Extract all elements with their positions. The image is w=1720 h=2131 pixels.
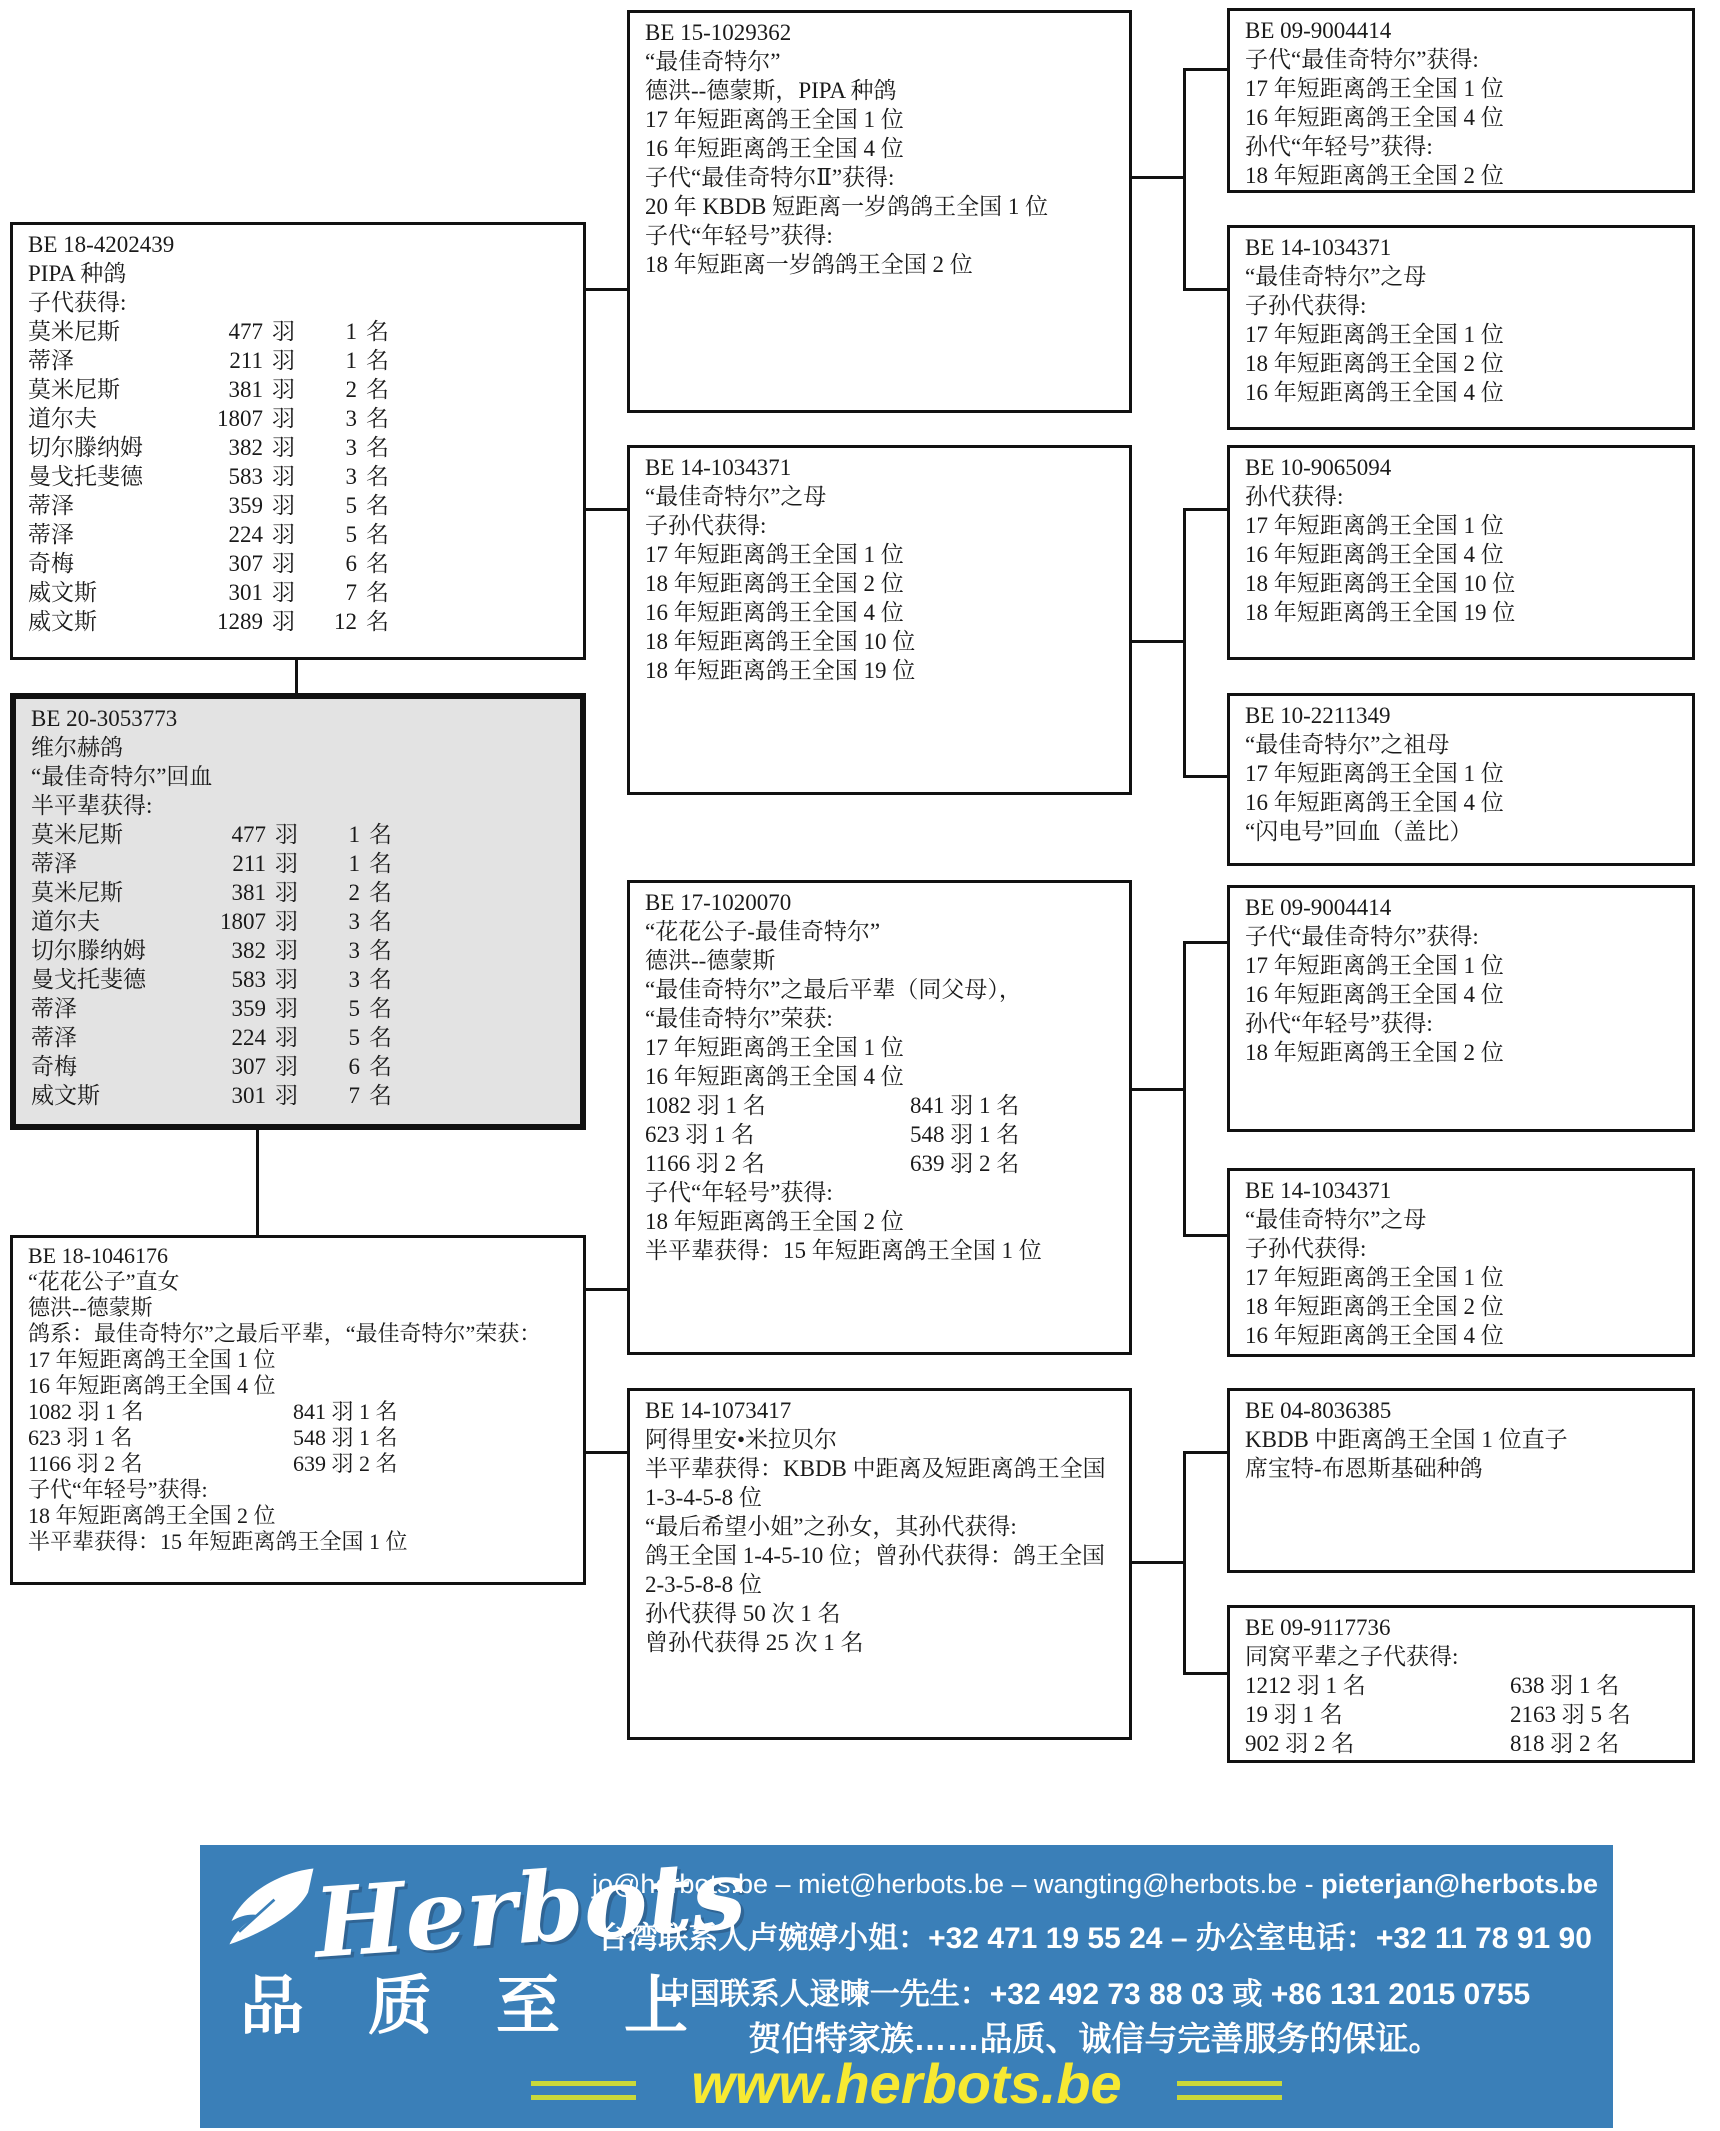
box-line: 17 年短距离鸽王全国 1 位 [1245, 761, 1504, 786]
pedigree-box-sire-dam [627, 445, 1132, 795]
box-line: “最佳奇特尔”之母 [1245, 264, 1427, 289]
connector-line [1183, 68, 1186, 291]
box-line-part: 蒂泽 [31, 1025, 77, 1050]
box-line-part: 1289 [217, 609, 263, 634]
pedigree-box-dam [10, 1235, 586, 1585]
herbots-banner [200, 1837, 1613, 2128]
box-line [645, 1091, 1121, 1120]
box-line: BE 10-9065094 [1245, 455, 1392, 480]
box-line: 17 年短距离鸽王全国 1 位 [28, 1347, 276, 1372]
box-line-part: 1 [348, 822, 360, 847]
box-line: 孙代“年轻号”获得: [1245, 1011, 1433, 1036]
box-line-part: 莫米尼斯 [31, 880, 123, 905]
box-line-part: 382 [228, 435, 263, 460]
box-line: 18 年短距离鸽王全国 2 位 [28, 1503, 276, 1528]
box-line-part: 羽 [275, 1025, 298, 1050]
box-line-part: 切尔滕纳姆 [31, 938, 146, 963]
box-line: 维尔赫鸽 [31, 735, 123, 760]
box-line-part: 3 [345, 406, 357, 431]
box-line-part: 道尔夫 [28, 406, 97, 431]
box-line-part: 奇梅 [28, 551, 74, 576]
box-line [28, 578, 575, 607]
box-line: “最佳奇特尔”之祖母 [1245, 732, 1450, 757]
box-line: 16 年短距离鸽王全国 4 位 [1245, 982, 1504, 1007]
box-line-part: 名 [366, 580, 389, 605]
box-line: 半平辈获得: [31, 793, 153, 818]
box-line-part: 1166 羽 2 名 [645, 1151, 765, 1176]
box-line: BE 10-2211349 [1245, 703, 1391, 728]
box-line: 子代“年轻号”获得: [28, 1477, 208, 1502]
box-line: 子代获得: [28, 290, 127, 315]
box-line: 16 年短距离鸽王全国 4 位 [645, 1064, 904, 1089]
box-line-part: 羽 [275, 909, 298, 934]
box-line-part: 638 羽 1 名 [1510, 1673, 1620, 1698]
box-line: BE 14-1034371 [645, 455, 792, 480]
connector-line [586, 508, 627, 511]
pedigree-box-dam-dam [627, 1388, 1132, 1740]
box-line: 半平辈获得：15 年短距离鸽王全国 1 位 [645, 1238, 1042, 1263]
box-line-part: 2 [345, 377, 357, 402]
box-line-part: 羽 [272, 348, 295, 373]
box-line: 17 年短距离鸽王全国 1 位 [1245, 76, 1504, 101]
box-line-part: 381 [228, 377, 263, 402]
box-line-part: 307 [228, 551, 263, 576]
box-line-part: 蒂泽 [31, 996, 77, 1021]
box-line: BE 18-1046176 [28, 1243, 168, 1268]
box-line-part: 切尔滕纳姆 [28, 435, 143, 460]
pedigree-box-dam-sire [627, 880, 1132, 1355]
box-line: 17 年短距离鸽王全国 1 位 [1245, 953, 1504, 978]
box-line-part: 莫米尼斯 [31, 822, 123, 847]
box-line: BE 14-1034371 [1245, 235, 1392, 260]
box-line-part: 301 [228, 580, 263, 605]
box-line-part: 名 [369, 938, 392, 963]
connector-line [586, 1288, 627, 1291]
box-line: 子孙代获得: [645, 513, 767, 538]
box-line-part: 211 [229, 348, 263, 373]
box-line: “最后希望小姐”之孙女，其孙代获得: [645, 1514, 1017, 1539]
contact-line-taiwan: 台湾联系人卢婉婷小姐：+32 471 19 55 24 – 办公室电话：+32 11 78 91 90 [598, 1922, 1592, 1955]
box-line-part: 羽 [272, 377, 295, 402]
box-line: 德洪--德蒙斯 [645, 948, 776, 973]
box-line [28, 1425, 575, 1451]
box-line: 16 年短距离鸽王全国 4 位 [1245, 790, 1504, 815]
box-line-part: 羽 [275, 938, 298, 963]
box-line [28, 346, 575, 375]
box-line-part: 名 [369, 996, 392, 1021]
box-line-part: 307 [231, 1054, 266, 1079]
box-line-part: 名 [366, 464, 389, 489]
box-line: BE 09-9004414 [1245, 895, 1392, 920]
logo-subtitle: 品质至上 [240, 1970, 752, 2042]
box-line: 孙代“年轻号”获得: [1245, 134, 1433, 159]
box-line: 18 年短距离鸽王全国 2 位 [1245, 351, 1504, 376]
box-line-part: 1807 [217, 406, 263, 431]
box-line-part: 1807 [220, 909, 266, 934]
box-line-part: 名 [369, 822, 392, 847]
box-line-part: 359 [231, 996, 266, 1021]
box-line-part: 3 [345, 435, 357, 460]
decorative-line-right [1177, 2081, 1282, 2100]
box-line-part: 威文斯 [28, 580, 97, 605]
connector-line [1132, 1088, 1185, 1091]
box-line: 德洪--德蒙斯 [28, 1295, 153, 1320]
connector-line [1186, 68, 1227, 71]
box-line [31, 907, 572, 936]
box-line-part: 3 [348, 909, 360, 934]
box-line-part: 名 [366, 319, 389, 344]
box-line-part: 名 [369, 851, 392, 876]
box-line-part: 羽 [275, 996, 298, 1021]
box-line: 16 年短距离鸽王全国 4 位 [28, 1373, 276, 1398]
box-line: 17 年短距离鸽王全国 1 位 [645, 542, 904, 567]
box-line: BE 09-9004414 [1245, 18, 1392, 43]
box-line: “最佳奇特尔”之母 [1245, 1207, 1427, 1232]
email-list[interactable]: jo@herbots.be – miet@herbots.be – wangting@herbots.be - [591, 1869, 1322, 1899]
box-line: 18 年短距离鸽王全国 2 位 [645, 1209, 904, 1234]
box-line-part: 301 [231, 1083, 266, 1108]
box-line: 18 年短距离一岁鸽鸽王全国 2 位 [645, 252, 973, 277]
box-line: BE 14-1073417 [645, 1398, 792, 1423]
box-line: BE 14-1034371 [1245, 1178, 1392, 1203]
connector-line [1186, 288, 1227, 291]
box-line: “闪电号”回血（盖比） [1245, 819, 1473, 844]
pedigree-box-ggp-2 [1227, 225, 1695, 430]
box-line-part: 名 [366, 348, 389, 373]
connector-line [1186, 775, 1227, 778]
pedigree-box-sire [10, 222, 586, 660]
box-line [28, 549, 575, 578]
box-line-part: 583 [228, 464, 263, 489]
pedigree-box-ggp-6 [1227, 1168, 1695, 1357]
box-line-part: 羽 [272, 580, 295, 605]
box-line [28, 1399, 575, 1425]
box-line: 鸽王全国 1-4-5-10 位；曾孙代获得：鸽王全国 2-3-5-8-8 位 [645, 1543, 1105, 1597]
box-line [28, 404, 575, 433]
box-line-part: 211 [232, 851, 266, 876]
box-line-part: 1082 羽 1 名 [645, 1093, 766, 1118]
box-line [31, 849, 572, 878]
box-line-part: 名 [369, 880, 392, 905]
connector-line [1183, 941, 1186, 1237]
box-line: BE 09-9117736 [1245, 1615, 1391, 1640]
box-line: PIPA 种鸽 [28, 261, 127, 286]
box-line: 子孙代获得: [1245, 293, 1367, 318]
box-line-part: 蒂泽 [31, 851, 77, 876]
box-line: 德洪--德蒙斯，PIPA 种鸽 [645, 78, 897, 103]
email-pieterjan[interactable]: pieterjan@herbots.be [1321, 1869, 1599, 1899]
box-line-part: 威文斯 [28, 609, 97, 634]
box-line: 子孙代获得: [1245, 1236, 1367, 1261]
box-line: 18 年短距离鸽王全国 10 位 [1245, 571, 1516, 596]
box-line-part: 5 [345, 493, 357, 518]
box-line-part: 羽 [272, 493, 295, 518]
box-line: 孙代获得 50 次 1 名 [645, 1601, 841, 1626]
box-line-part: 2 [348, 880, 360, 905]
box-line-part: 羽 [275, 1083, 298, 1108]
box-line-part: 639 羽 2 名 [910, 1151, 1020, 1176]
box-line-part: 羽 [275, 822, 298, 847]
box-line: 子代“年轻号”获得: [645, 223, 833, 248]
box-line-part: 羽 [272, 406, 295, 431]
box-line [31, 1023, 572, 1052]
box-line-part: 名 [366, 551, 389, 576]
box-line: 16 年短距离鸽王全国 4 位 [645, 136, 904, 161]
box-line-part: 蒂泽 [28, 493, 74, 518]
connector-line [1183, 508, 1186, 778]
box-line: 18 年短距离鸽王全国 19 位 [1245, 600, 1516, 625]
box-line-part: 羽 [272, 464, 295, 489]
box-line-part: 蒂泽 [28, 522, 74, 547]
box-line: BE 17-1020070 [645, 890, 792, 915]
box-line-part: 蒂泽 [28, 348, 74, 373]
box-line-part: 841 羽 1 名 [293, 1399, 398, 1424]
box-line: “最佳奇特尔”之母 [645, 484, 827, 509]
box-line: 17 年短距离鸽王全国 1 位 [645, 107, 904, 132]
box-line-part: 羽 [275, 880, 298, 905]
box-line: 曾孙代获得 25 次 1 名 [645, 1630, 864, 1655]
box-line-part: 5 [345, 522, 357, 547]
box-line-part: 3 [348, 967, 360, 992]
box-line-part: 1166 羽 2 名 [28, 1451, 143, 1476]
box-line-part: 623 羽 1 名 [645, 1122, 755, 1147]
box-line: KBDB 中距离鸽王全国 1 位直子 [1245, 1427, 1568, 1452]
pedigree-box-ggp-3 [1227, 445, 1695, 660]
pedigree-box-ggp-1 [1227, 8, 1695, 193]
connector-line [1186, 1672, 1227, 1675]
box-line-part: 曼戈托斐德 [31, 967, 146, 992]
box-line [1245, 1700, 1684, 1729]
box-line [31, 878, 572, 907]
box-line: 16 年短距离鸽王全国 4 位 [1245, 380, 1504, 405]
box-line: BE 18-4202439 [28, 232, 175, 257]
box-line-part: 1082 羽 1 名 [28, 1399, 144, 1424]
box-line: 18 年短距离鸽王全国 2 位 [1245, 1294, 1504, 1319]
box-line: “最佳奇特尔”之最后平辈（同父母）， [645, 977, 1022, 1002]
box-line: 16 年短距离鸽王全国 4 位 [1245, 105, 1504, 130]
box-line-part: 名 [366, 377, 389, 402]
connector-line [586, 1451, 627, 1454]
email-line[interactable] [560, 1869, 1630, 1900]
box-line [1245, 1729, 1684, 1758]
box-line-part: 7 [348, 1083, 360, 1108]
box-line: “花花公子-最佳奇特尔” [645, 919, 881, 944]
box-line: 子代“最佳奇特尔”获得: [1245, 47, 1479, 72]
website-url[interactable]: www.herbots.be [691, 2052, 1122, 2115]
box-line-part: 道尔夫 [31, 909, 100, 934]
box-line: 阿得里安•米拉贝尔 [645, 1427, 838, 1452]
connector-line [256, 1130, 259, 1235]
box-line-part: 583 [231, 967, 266, 992]
box-line: 18 年短距离鸽王全国 2 位 [1245, 163, 1504, 188]
box-line [31, 965, 572, 994]
connector-line [586, 288, 627, 291]
box-line [645, 1120, 1121, 1149]
pedigree-box-ggp-8 [1227, 1605, 1695, 1763]
connector-line [1132, 1561, 1185, 1564]
box-line: 子代“最佳奇特尔”获得: [1245, 924, 1479, 949]
box-line-part: 名 [366, 493, 389, 518]
contact-block [560, 1869, 1630, 2025]
connector-line [1132, 640, 1185, 643]
box-line: 18 年短距离鸽王全国 2 位 [645, 571, 904, 596]
box-line: 17 年短距离鸽王全国 1 位 [645, 1035, 904, 1060]
connector-line [295, 660, 298, 693]
box-line-part: 2163 羽 5 名 [1510, 1702, 1631, 1727]
box-line-part: 3 [348, 938, 360, 963]
box-line: 17 年短距离鸽王全国 1 位 [1245, 1265, 1504, 1290]
box-line [31, 936, 572, 965]
box-line [28, 607, 575, 636]
box-line-part: 224 [228, 522, 263, 547]
box-line-part: 3 [345, 464, 357, 489]
decorative-line-left [531, 2081, 636, 2100]
box-line [31, 820, 572, 849]
box-line-part: 羽 [275, 967, 298, 992]
box-line-part: 548 羽 1 名 [293, 1425, 398, 1450]
box-line-part: 5 [348, 1025, 360, 1050]
box-line: 18 年短距离鸽王全国 10 位 [645, 629, 916, 654]
box-line: 子代“最佳奇特尔Ⅱ”获得: [645, 165, 895, 190]
box-line: 席宝特-布恩斯基础种鸽 [1245, 1456, 1483, 1481]
box-line-part: 6 [348, 1054, 360, 1079]
box-line: 16 年短距离鸽王全国 4 位 [645, 600, 904, 625]
box-line-part: 623 羽 1 名 [28, 1425, 133, 1450]
box-line: 17 年短距离鸽王全国 1 位 [1245, 322, 1504, 347]
box-line: BE 04-8036385 [1245, 1398, 1392, 1423]
box-line [28, 520, 575, 549]
box-line-part: 6 [345, 551, 357, 576]
box-line [31, 1081, 572, 1110]
box-line: 子代“年轻号”获得: [645, 1180, 833, 1205]
connector-line [1186, 1234, 1227, 1237]
box-line [645, 1149, 1121, 1178]
box-line-part: 639 羽 2 名 [293, 1451, 398, 1476]
box-line-part: 羽 [272, 522, 295, 547]
box-line-part: 羽 [272, 551, 295, 576]
box-line [28, 1451, 575, 1477]
box-line-part: 381 [231, 880, 266, 905]
box-line: 半平辈获得：KBDB 中距离及短距离鸽王全国 1-3-4-5-8 位 [645, 1456, 1106, 1510]
box-line-part: 莫米尼斯 [28, 377, 120, 402]
box-line-part: 威文斯 [31, 1083, 100, 1108]
box-line: 同窝平辈之子代获得: [1245, 1644, 1459, 1669]
box-line-part: 羽 [275, 1054, 298, 1079]
box-line-part: 902 羽 2 名 [1245, 1731, 1355, 1756]
box-line-part: 羽 [272, 319, 295, 344]
box-line: 16 年短距离鸽王全国 4 位 [1245, 1323, 1504, 1348]
connector-line [1183, 1451, 1186, 1675]
box-line-part: 1 [345, 348, 357, 373]
box-line [28, 491, 575, 520]
box-line: “最佳奇特尔”回血 [31, 764, 213, 789]
box-line [1245, 1671, 1684, 1700]
box-line [28, 317, 575, 346]
box-line-part: 841 羽 1 名 [910, 1093, 1020, 1118]
box-line-part: 名 [366, 609, 389, 634]
box-line-part: 名 [369, 1054, 392, 1079]
box-line: 孙代获得: [1245, 484, 1344, 509]
herbots-logo-text: Herbots [310, 1837, 750, 1980]
box-line: 18 年短距离鸽王全国 2 位 [1245, 1040, 1504, 1065]
box-line: BE 15-1029362 [645, 20, 792, 45]
box-line: 16 年短距离鸽王全国 4 位 [1245, 542, 1504, 567]
box-line-part: 224 [231, 1025, 266, 1050]
box-line-part: 名 [366, 435, 389, 460]
connector-line [1186, 941, 1227, 944]
box-line-part: 1 [348, 851, 360, 876]
box-line: BE 20-3053773 [31, 706, 178, 731]
box-line-part: 548 羽 1 名 [910, 1122, 1020, 1147]
box-line-part: 羽 [272, 435, 295, 460]
pedigree-box-ggp-4 [1227, 693, 1695, 866]
pedigree-box-ggp-5 [1227, 885, 1695, 1132]
box-line-part: 5 [348, 996, 360, 1021]
pedigree-box-sire-sire [627, 10, 1132, 413]
box-line-part: 名 [369, 1083, 392, 1108]
website-row [200, 2052, 1613, 2115]
box-line: “花花公子”直女 [28, 1269, 180, 1294]
box-line-part: 名 [369, 909, 392, 934]
box-line [28, 375, 575, 404]
box-line-part: 名 [366, 406, 389, 431]
box-line-part: 奇梅 [31, 1054, 77, 1079]
box-line-part: 曼戈托斐德 [28, 464, 143, 489]
connector-line [1186, 508, 1227, 511]
box-line: 18 年短距离鸽王全国 19 位 [645, 658, 916, 683]
box-line: 鸽系：最佳奇特尔”之最后平辈，“最佳奇特尔”荣获： [28, 1321, 542, 1346]
box-line-part: 羽 [272, 609, 295, 634]
box-line-part: 1212 羽 1 名 [1245, 1673, 1366, 1698]
slogan-line: 贺伯特家族……品质、诚信与完善服务的保证。 [748, 2020, 1442, 2057]
box-line-part: 818 羽 2 名 [1510, 1731, 1620, 1756]
box-line-part: 1 [345, 319, 357, 344]
box-line-part: 12 [334, 609, 357, 634]
box-line-part: 359 [228, 493, 263, 518]
box-line [28, 462, 575, 491]
connector-line [1132, 176, 1185, 179]
contact-line-china: 中国联系人逯暕一先生：+32 492 73 88 03 或 +86 131 2015 0755 [659, 1978, 1531, 2011]
pedigree-box-ggp-7 [1227, 1388, 1695, 1573]
connector-line [1186, 1451, 1227, 1454]
box-line [31, 1052, 572, 1081]
box-line-part: 19 羽 1 名 [1245, 1702, 1343, 1727]
box-line-part: 名 [369, 1025, 392, 1050]
box-line-part: 477 [231, 822, 266, 847]
box-line-part: 477 [228, 319, 263, 344]
box-line: “最佳奇特尔”荣获: [645, 1006, 833, 1031]
box-line-part: 名 [366, 522, 389, 547]
box-line-part: 7 [345, 580, 357, 605]
box-line [28, 433, 575, 462]
box-line: 20 年 KBDB 短距离一岁鸽鸽王全国 1 位 [645, 194, 1049, 219]
box-line [31, 994, 572, 1023]
box-line-part: 莫米尼斯 [28, 319, 120, 344]
box-line: 17 年短距离鸽王全国 1 位 [1245, 513, 1504, 538]
box-line-part: 382 [231, 938, 266, 963]
pedigree-box-subject [10, 693, 586, 1130]
box-line: “最佳奇特尔” [645, 49, 781, 74]
box-line-part: 名 [369, 967, 392, 992]
box-line: 半平辈获得：15 年短距离鸽王全国 1 位 [28, 1529, 408, 1554]
box-line-part: 羽 [275, 851, 298, 876]
